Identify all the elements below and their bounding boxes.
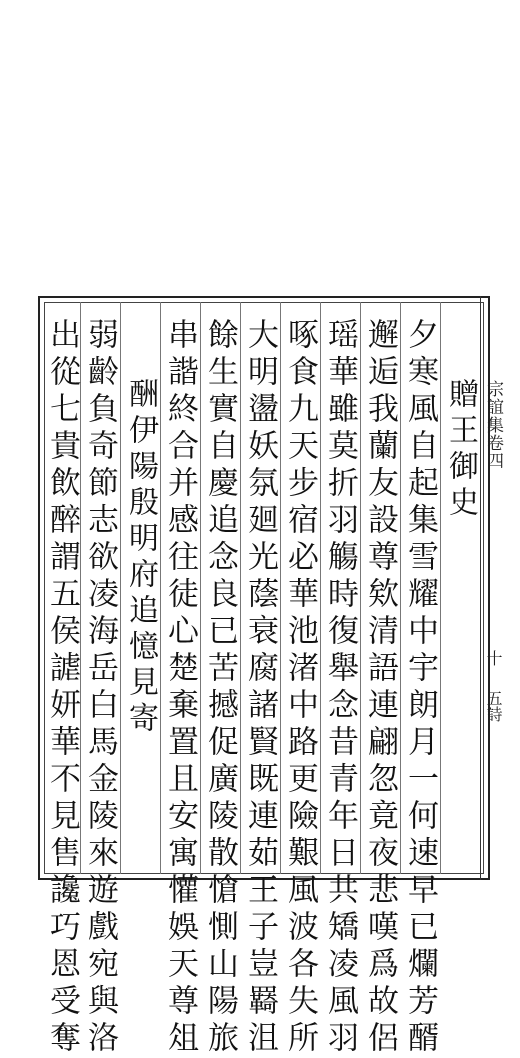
text-column: 夕寒風自起集雪耀中宇朗月一何速早已爛芳醑 [402,318,438,1058]
column-rule [200,302,201,874]
column-rule [360,302,361,874]
column-rule [400,302,401,874]
column-rule [440,302,441,874]
margin-book-title: 宗誼集卷四 [483,380,503,470]
column-rule [80,302,81,874]
column-rule [160,302,161,874]
poem-title-1: 贈王御史 [443,378,478,522]
text-column: 出從七貴飲醉謂五侯謔妍華不見售讒巧恩受奪 [44,318,80,1058]
margin-leaf-number: 十 [484,650,503,666]
column-rule [240,302,241,874]
text-column: 瑶華雖莫折羽觴時復舉念昔青年日共矯凌風羽 [322,318,358,1058]
column-rule [280,302,281,874]
poem-title-2: 酬伊陽殷明府追憶見寄 [123,378,158,738]
text-column: 串諧終合并感往徒心楚棄置且安寓懽娛天尊俎 [162,318,198,1058]
text-column: 啄食九天步宿必華池渚中路更險艱風波各失所 [282,318,318,1058]
text-column: 餘生實自慶追念良已苦撼促廣陵散愴惻山陽旅 [202,318,238,1058]
text-column: 大明盪妖氛廻光蔭衰腐諸賢既連茹王子豈羇沮 [242,318,278,1058]
column-rule [120,302,121,874]
text-column: 邂逅我蘭友設尊欸清語連翩忽竟夜悲嘆爲故侶 [362,318,398,1058]
margin-divider [480,296,481,880]
text-column: 弱齡負奇節志欲凌海岳白馬金陵來遊戲宛與洛 [82,318,118,1058]
column-rule [320,302,321,874]
margin-section-label: 五詩 [484,690,503,722]
